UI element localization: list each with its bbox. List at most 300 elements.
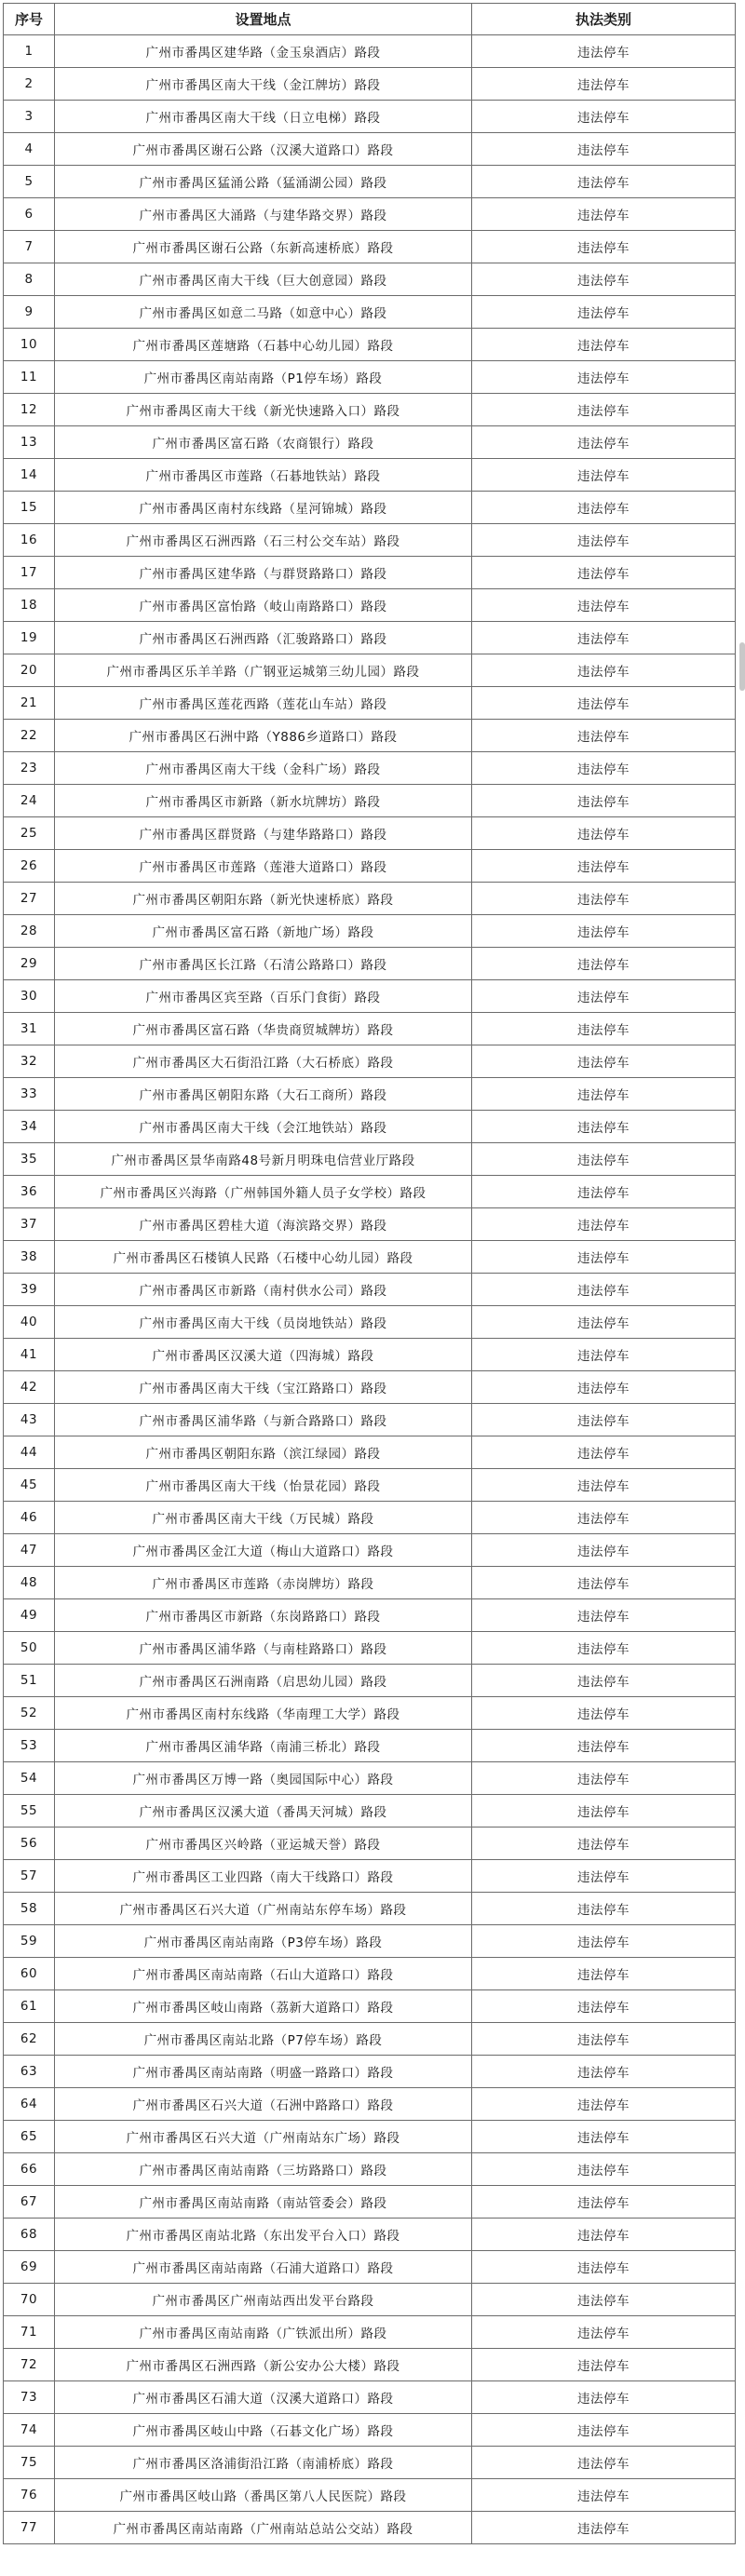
row-enforcement-type: 违法停车 [472, 1502, 736, 1534]
row-serial-number: 13 [4, 426, 55, 459]
row-enforcement-type: 违法停车 [472, 133, 736, 166]
row-location: 广州市番禺区朝阳东路（滨江绿园）路段 [55, 1436, 472, 1469]
row-enforcement-type: 违法停车 [472, 980, 736, 1013]
table-row [4, 2023, 736, 2056]
row-enforcement-type: 违法停车 [472, 2056, 736, 2088]
row-serial-number: 12 [4, 394, 55, 426]
row-serial-number: 72 [4, 2349, 55, 2381]
row-serial-number: 55 [4, 1795, 55, 1827]
row-serial-number: 65 [4, 2121, 55, 2153]
header-location: 设置地点 [55, 4, 472, 35]
table-row [4, 589, 736, 622]
table-row [4, 2153, 736, 2186]
row-serial-number: 7 [4, 231, 55, 263]
row-enforcement-type: 违法停车 [472, 2186, 736, 2219]
row-location: 广州市番禺区宾至路（百乐门食街）路段 [55, 980, 472, 1013]
row-location: 广州市番禺区富石路（农商银行）路段 [55, 426, 472, 459]
row-serial-number: 33 [4, 1078, 55, 1111]
table-row [4, 557, 736, 589]
row-location: 广州市番禺区建华路（与群贤路路口）路段 [55, 557, 472, 589]
row-serial-number: 18 [4, 589, 55, 622]
row-location: 广州市番禺区朝阳东路（新光快速桥底）路段 [55, 883, 472, 915]
table-row [4, 2088, 736, 2121]
header-serial-number: 序号 [4, 4, 55, 35]
row-enforcement-type: 违法停车 [472, 198, 736, 231]
table-row [4, 622, 736, 654]
table-row [4, 101, 736, 133]
row-location: 广州市番禺区建华路（金玉泉酒店）路段 [55, 35, 472, 68]
row-serial-number: 50 [4, 1632, 55, 1665]
row-location: 广州市番禺区兴岭路（亚运城天誉）路段 [55, 1827, 472, 1860]
row-serial-number: 2 [4, 68, 55, 101]
table-row [4, 2219, 736, 2251]
table-row [4, 2381, 736, 2414]
table-row [4, 231, 736, 263]
row-serial-number: 66 [4, 2153, 55, 2186]
row-serial-number: 5 [4, 166, 55, 198]
row-serial-number: 51 [4, 1665, 55, 1697]
row-location: 广州市番禺区岐山南路（荔新大道路口）路段 [55, 1990, 472, 2023]
row-location: 广州市番禺区岐山路（番禺区第八人民医院）路段 [55, 2479, 472, 2512]
row-enforcement-type: 违法停车 [472, 1762, 736, 1795]
row-enforcement-type: 违法停车 [472, 296, 736, 329]
row-location: 广州市番禺区浦华路（南浦三桥北）路段 [55, 1730, 472, 1762]
row-location: 广州市番禺区浦华路（与南桂路路口）路段 [55, 1632, 472, 1665]
row-enforcement-type: 违法停车 [472, 361, 736, 394]
row-serial-number: 45 [4, 1469, 55, 1502]
table-row [4, 817, 736, 850]
row-serial-number: 56 [4, 1827, 55, 1860]
row-serial-number: 28 [4, 915, 55, 948]
row-location: 广州市番禺区南大干线（万民城）路段 [55, 1502, 472, 1534]
row-location: 广州市番禺区石浦大道（汉溪大道路口）路段 [55, 2381, 472, 2414]
table-row [4, 394, 736, 426]
table-row [4, 1665, 736, 1697]
row-serial-number: 6 [4, 198, 55, 231]
row-location: 广州市番禺区浦华路（与新合路路口）路段 [55, 1404, 472, 1436]
row-enforcement-type: 违法停车 [472, 1274, 736, 1306]
row-enforcement-type: 违法停车 [472, 817, 736, 850]
row-enforcement-type: 违法停车 [472, 2121, 736, 2153]
row-location: 广州市番禺区石洲南路（启思幼儿园）路段 [55, 1665, 472, 1697]
table-row [4, 1697, 736, 1730]
row-enforcement-type: 违法停车 [472, 68, 736, 101]
table-row [4, 1404, 736, 1436]
row-enforcement-type: 违法停车 [472, 1436, 736, 1469]
row-serial-number: 57 [4, 1860, 55, 1893]
row-enforcement-type: 违法停车 [472, 1045, 736, 1078]
row-location: 广州市番禺区大涌路（与建华路交界）路段 [55, 198, 472, 231]
row-location: 广州市番禺区富怡路（岐山南路路口）路段 [55, 589, 472, 622]
row-location: 广州市番禺区市莲路（石碁地铁站）路段 [55, 459, 472, 492]
row-location: 广州市番禺区市新路（南村供水公司）路段 [55, 1274, 472, 1306]
row-serial-number: 52 [4, 1697, 55, 1730]
table-row [4, 1567, 736, 1599]
row-serial-number: 73 [4, 2381, 55, 2414]
table-row [4, 2512, 736, 2544]
row-enforcement-type: 违法停车 [472, 426, 736, 459]
row-enforcement-type: 违法停车 [472, 1827, 736, 1860]
table-row [4, 492, 736, 524]
table-row [4, 1795, 736, 1827]
row-serial-number: 8 [4, 263, 55, 296]
table-row [4, 1502, 736, 1534]
row-serial-number: 40 [4, 1306, 55, 1339]
row-location: 广州市番禺区南大干线（金科广场）路段 [55, 752, 472, 785]
table-row [4, 1893, 736, 1925]
row-serial-number: 35 [4, 1143, 55, 1176]
table-row [4, 133, 736, 166]
row-enforcement-type: 违法停车 [472, 752, 736, 785]
row-serial-number: 39 [4, 1274, 55, 1306]
row-enforcement-type: 违法停车 [472, 101, 736, 133]
row-location: 广州市番禺区石洲中路（Y886乡道路口）路段 [55, 720, 472, 752]
row-location: 广州市番禺区广州南站西出发平台路段 [55, 2284, 472, 2316]
table-row [4, 1990, 736, 2023]
row-serial-number: 48 [4, 1567, 55, 1599]
row-location: 广州市番禺区石洲西路（石三村公交车站）路段 [55, 524, 472, 557]
table-row [4, 166, 736, 198]
row-location: 广州市番禺区如意二马路（如意中心）路段 [55, 296, 472, 329]
row-serial-number: 29 [4, 948, 55, 980]
row-serial-number: 31 [4, 1013, 55, 1045]
table-row [4, 2186, 736, 2219]
row-serial-number: 44 [4, 1436, 55, 1469]
row-enforcement-type: 违法停车 [472, 2316, 736, 2349]
row-location: 广州市番禺区石楼镇人民路（石楼中心幼儿园）路段 [55, 1241, 472, 1274]
row-location: 广州市番禺区南村东线路（华南理工大学）路段 [55, 1697, 472, 1730]
table-row [4, 1176, 736, 1208]
table-row [4, 68, 736, 101]
table-row [4, 1241, 736, 1274]
row-enforcement-type: 违法停车 [472, 1730, 736, 1762]
table-body [4, 35, 736, 2544]
row-location: 广州市番禺区石兴大道（广州南站东停车场）路段 [55, 1893, 472, 1925]
row-location: 广州市番禺区兴海路（广州韩国外籍人员子女学校）路段 [55, 1176, 472, 1208]
table-row [4, 524, 736, 557]
row-serial-number: 14 [4, 459, 55, 492]
table-row [4, 1632, 736, 1665]
row-location: 广州市番禺区莲花西路（莲花山车站）路段 [55, 687, 472, 720]
table-row [4, 1208, 736, 1241]
row-enforcement-type: 违法停车 [472, 1534, 736, 1567]
row-enforcement-type: 违法停车 [472, 263, 736, 296]
row-enforcement-type: 违法停车 [472, 785, 736, 817]
row-enforcement-type: 违法停车 [472, 35, 736, 68]
row-enforcement-type: 违法停车 [472, 2219, 736, 2251]
table-row [4, 1534, 736, 1567]
row-enforcement-type: 违法停车 [472, 1958, 736, 1990]
table-row [4, 1469, 736, 1502]
row-serial-number: 71 [4, 2316, 55, 2349]
table-row [4, 1827, 736, 1860]
row-enforcement-type: 违法停车 [472, 492, 736, 524]
table-row [4, 2349, 736, 2381]
table-row [4, 2447, 736, 2479]
row-enforcement-type: 违法停车 [472, 1925, 736, 1958]
row-location: 广州市番禺区南站南路（石浦大道路口）路段 [55, 2251, 472, 2284]
row-serial-number: 54 [4, 1762, 55, 1795]
row-enforcement-type: 违法停车 [472, 2153, 736, 2186]
row-serial-number: 23 [4, 752, 55, 785]
row-enforcement-type: 违法停车 [472, 2251, 736, 2284]
row-enforcement-type: 违法停车 [472, 2512, 736, 2544]
row-serial-number: 17 [4, 557, 55, 589]
row-serial-number: 16 [4, 524, 55, 557]
row-location: 广州市番禺区朝阳东路（大石工商所）路段 [55, 1078, 472, 1111]
row-enforcement-type: 违法停车 [472, 883, 736, 915]
table-header-row [4, 4, 736, 35]
row-enforcement-type: 违法停车 [472, 1143, 736, 1176]
table-row [4, 1306, 736, 1339]
row-enforcement-type: 违法停车 [472, 166, 736, 198]
table-row [4, 1078, 736, 1111]
row-location: 广州市番禺区南站南路（广铁派出所）路段 [55, 2316, 472, 2349]
row-enforcement-type: 违法停车 [472, 1567, 736, 1599]
row-enforcement-type: 违法停车 [472, 2349, 736, 2381]
scrollbar-thumb[interactable] [739, 642, 745, 691]
table-row [4, 459, 736, 492]
row-serial-number: 43 [4, 1404, 55, 1436]
row-enforcement-type: 违法停车 [472, 1078, 736, 1111]
row-location: 广州市番禺区市新路（新水坑牌坊）路段 [55, 785, 472, 817]
row-serial-number: 11 [4, 361, 55, 394]
table-row [4, 1045, 736, 1078]
table-row [4, 35, 736, 68]
row-serial-number: 22 [4, 720, 55, 752]
row-serial-number: 3 [4, 101, 55, 133]
table-row [4, 883, 736, 915]
row-location: 广州市番禺区汉溪大道（番禺天河城）路段 [55, 1795, 472, 1827]
table-row [4, 850, 736, 883]
row-location: 广州市番禺区南大干线（怡景花园）路段 [55, 1469, 472, 1502]
row-enforcement-type: 违法停车 [472, 524, 736, 557]
row-location: 广州市番禺区南站南路（南站管委会）路段 [55, 2186, 472, 2219]
row-location: 广州市番禺区南站南路（三坊路路口）路段 [55, 2153, 472, 2186]
row-enforcement-type: 违法停车 [472, 622, 736, 654]
table-row [4, 2479, 736, 2512]
table-row [4, 1274, 736, 1306]
row-location: 广州市番禺区万博一路（奥园国际中心）路段 [55, 1762, 472, 1795]
table-row [4, 752, 736, 785]
row-enforcement-type: 违法停车 [472, 2414, 736, 2447]
row-location: 广州市番禺区碧桂大道（海滨路交界）路段 [55, 1208, 472, 1241]
table-row [4, 1339, 736, 1371]
row-enforcement-type: 违法停车 [472, 1599, 736, 1632]
table-row [4, 1371, 736, 1404]
row-serial-number: 76 [4, 2479, 55, 2512]
table-row [4, 1958, 736, 1990]
row-location: 广州市番禺区富石路（新地广场）路段 [55, 915, 472, 948]
row-enforcement-type: 违法停车 [472, 231, 736, 263]
row-enforcement-type: 违法停车 [472, 1339, 736, 1371]
row-location: 广州市番禺区南大干线（金江牌坊）路段 [55, 68, 472, 101]
row-serial-number: 49 [4, 1599, 55, 1632]
table-row [4, 1436, 736, 1469]
row-enforcement-type: 违法停车 [472, 2447, 736, 2479]
row-enforcement-type: 违法停车 [472, 654, 736, 687]
row-serial-number: 77 [4, 2512, 55, 2544]
row-enforcement-type: 违法停车 [472, 394, 736, 426]
row-serial-number: 41 [4, 1339, 55, 1371]
row-enforcement-type: 违法停车 [472, 720, 736, 752]
row-serial-number: 30 [4, 980, 55, 1013]
row-location: 广州市番禺区市莲路（赤岗牌坊）路段 [55, 1567, 472, 1599]
row-serial-number: 42 [4, 1371, 55, 1404]
table-row [4, 1762, 736, 1795]
row-serial-number: 26 [4, 850, 55, 883]
table-row [4, 1730, 736, 1762]
row-serial-number: 19 [4, 622, 55, 654]
row-location: 广州市番禺区南大干线（宝江路路口）路段 [55, 1371, 472, 1404]
row-enforcement-type: 违法停车 [472, 1111, 736, 1143]
row-location: 广州市番禺区莲塘路（石碁中心幼儿园）路段 [55, 329, 472, 361]
table-row [4, 2056, 736, 2088]
header-enforcement-type: 执法类别 [472, 4, 736, 35]
row-serial-number: 1 [4, 35, 55, 68]
row-serial-number: 32 [4, 1045, 55, 1078]
row-serial-number: 74 [4, 2414, 55, 2447]
row-serial-number: 15 [4, 492, 55, 524]
row-serial-number: 47 [4, 1534, 55, 1567]
row-location: 广州市番禺区南大干线（员岗地铁站）路段 [55, 1306, 472, 1339]
row-serial-number: 63 [4, 2056, 55, 2088]
row-serial-number: 24 [4, 785, 55, 817]
row-enforcement-type: 违法停车 [472, 1893, 736, 1925]
row-enforcement-type: 违法停车 [472, 1371, 736, 1404]
row-enforcement-type: 违法停车 [472, 1013, 736, 1045]
row-location: 广州市番禺区南站南路（石山大道路口）路段 [55, 1958, 472, 1990]
row-location: 广州市番禺区谢石公路（汉溪大道路口）路段 [55, 133, 472, 166]
row-enforcement-type: 违法停车 [472, 1665, 736, 1697]
row-serial-number: 36 [4, 1176, 55, 1208]
row-location: 广州市番禺区乐羊羊路（广钢亚运城第三幼儿园）路段 [55, 654, 472, 687]
row-location: 广州市番禺区石兴大道（广州南站东广场）路段 [55, 2121, 472, 2153]
row-location: 广州市番禺区汉溪大道（四海城）路段 [55, 1339, 472, 1371]
table-row [4, 426, 736, 459]
row-serial-number: 27 [4, 883, 55, 915]
row-location: 广州市番禺区南站南路（P3停车场）路段 [55, 1925, 472, 1958]
row-enforcement-type: 违法停车 [472, 948, 736, 980]
row-location: 广州市番禺区谢石公路（东新高速桥底）路段 [55, 231, 472, 263]
row-location: 广州市番禺区南站南路（P1停车场）路段 [55, 361, 472, 394]
row-serial-number: 4 [4, 133, 55, 166]
row-serial-number: 69 [4, 2251, 55, 2284]
table-row [4, 1599, 736, 1632]
row-serial-number: 9 [4, 296, 55, 329]
row-enforcement-type: 违法停车 [472, 2381, 736, 2414]
table-row [4, 948, 736, 980]
row-location: 广州市番禺区猛涌公路（猛涌湖公园）路段 [55, 166, 472, 198]
table-row [4, 1925, 736, 1958]
row-location: 广州市番禺区南大干线（巨大创意园）路段 [55, 263, 472, 296]
row-location: 广州市番禺区富石路（华贵商贸城牌坊）路段 [55, 1013, 472, 1045]
row-location: 广州市番禺区长江路（石清公路路口）路段 [55, 948, 472, 980]
row-serial-number: 60 [4, 1958, 55, 1990]
row-location: 广州市番禺区南站南路（广州南站总站公交站）路段 [55, 2512, 472, 2544]
row-enforcement-type: 违法停车 [472, 2023, 736, 2056]
row-enforcement-type: 违法停车 [472, 557, 736, 589]
table-row [4, 2121, 736, 2153]
row-serial-number: 37 [4, 1208, 55, 1241]
row-enforcement-type: 违法停车 [472, 915, 736, 948]
row-serial-number: 34 [4, 1111, 55, 1143]
row-location: 广州市番禺区岐山中路（石碁文化广场）路段 [55, 2414, 472, 2447]
table-row [4, 2284, 736, 2316]
row-serial-number: 46 [4, 1502, 55, 1534]
table-row [4, 1111, 736, 1143]
row-location: 广州市番禺区南大干线（会江地铁站）路段 [55, 1111, 472, 1143]
row-enforcement-type: 违法停车 [472, 329, 736, 361]
row-enforcement-type: 违法停车 [472, 2088, 736, 2121]
row-enforcement-type: 违法停车 [472, 1404, 736, 1436]
table-row [4, 687, 736, 720]
row-location: 广州市番禺区群贤路（与建华路路口）路段 [55, 817, 472, 850]
row-enforcement-type: 违法停车 [472, 2479, 736, 2512]
table-row [4, 720, 736, 752]
row-location: 广州市番禺区石兴大道（石洲中路路口）路段 [55, 2088, 472, 2121]
row-enforcement-type: 违法停车 [472, 1860, 736, 1893]
row-enforcement-type: 违法停车 [472, 1208, 736, 1241]
table-row [4, 2316, 736, 2349]
table-row [4, 296, 736, 329]
row-serial-number: 53 [4, 1730, 55, 1762]
row-serial-number: 58 [4, 1893, 55, 1925]
table-row [4, 654, 736, 687]
row-location: 广州市番禺区石洲西路（汇骏路路口）路段 [55, 622, 472, 654]
row-enforcement-type: 违法停车 [472, 1795, 736, 1827]
row-serial-number: 75 [4, 2447, 55, 2479]
table-row [4, 2414, 736, 2447]
row-enforcement-type: 违法停车 [472, 1306, 736, 1339]
table-row [4, 785, 736, 817]
table-row [4, 1143, 736, 1176]
row-serial-number: 64 [4, 2088, 55, 2121]
row-location: 广州市番禺区市莲路（莲港大道路口）路段 [55, 850, 472, 883]
row-enforcement-type: 违法停车 [472, 850, 736, 883]
row-enforcement-type: 违法停车 [472, 1990, 736, 2023]
row-location: 广州市番禺区工业四路（南大干线路口）路段 [55, 1860, 472, 1893]
row-enforcement-type: 违法停车 [472, 459, 736, 492]
enforcement-locations-table [3, 3, 736, 2544]
table-row [4, 361, 736, 394]
row-enforcement-type: 违法停车 [472, 687, 736, 720]
row-serial-number: 68 [4, 2219, 55, 2251]
row-enforcement-type: 违法停车 [472, 1697, 736, 1730]
table-row [4, 263, 736, 296]
row-location: 广州市番禺区南大干线（日立电梯）路段 [55, 101, 472, 133]
row-enforcement-type: 违法停车 [472, 1632, 736, 1665]
row-location: 广州市番禺区南大干线（新光快速路入口）路段 [55, 394, 472, 426]
row-enforcement-type: 违法停车 [472, 1176, 736, 1208]
row-location: 广州市番禺区南村东线路（星河锦城）路段 [55, 492, 472, 524]
row-enforcement-type: 违法停车 [472, 2284, 736, 2316]
row-enforcement-type: 违法停车 [472, 1241, 736, 1274]
row-location: 广州市番禺区景华南路48号新月明珠电信营业厅路段 [55, 1143, 472, 1176]
row-serial-number: 67 [4, 2186, 55, 2219]
row-serial-number: 21 [4, 687, 55, 720]
row-serial-number: 38 [4, 1241, 55, 1274]
table-row [4, 1013, 736, 1045]
row-serial-number: 61 [4, 1990, 55, 2023]
row-serial-number: 25 [4, 817, 55, 850]
table-row [4, 980, 736, 1013]
row-serial-number: 20 [4, 654, 55, 687]
table-row [4, 915, 736, 948]
table-row [4, 1860, 736, 1893]
table-row [4, 2251, 736, 2284]
table-row [4, 198, 736, 231]
